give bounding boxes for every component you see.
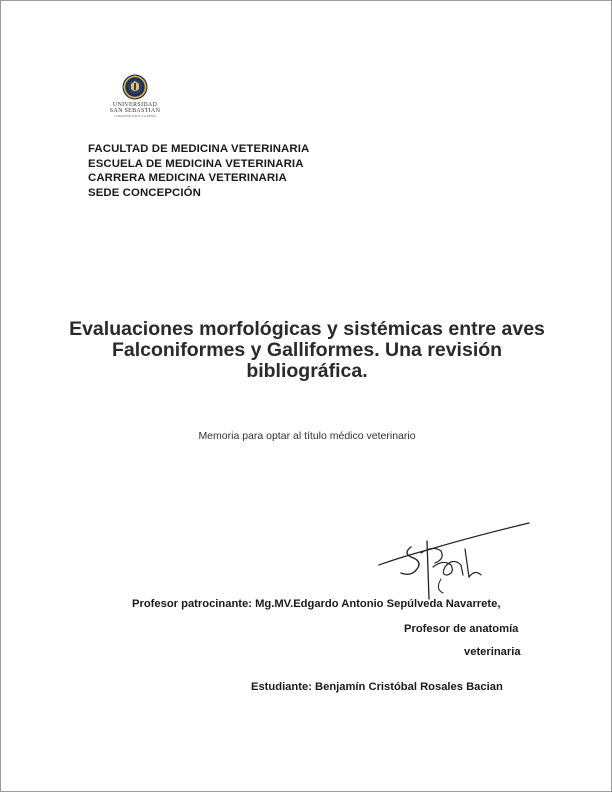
- title-line2: Falconiformes y Galliformes. Una revisión: [111, 339, 503, 361]
- institution-logo-text: [99, 102, 171, 119]
- faculty-header: [88, 142, 309, 200]
- thesis-subtitle: Memoria para optar al título médico veterinario: [198, 430, 416, 442]
- school-line: ESCUELA DE MEDICINA VETERINARIA: [88, 157, 304, 170]
- title-line1: Evaluaciones morfológicas y sistémicas entre aves: [69, 318, 545, 340]
- institution-name-line2: SAN SEBASTIÁN: [109, 108, 161, 114]
- handwritten-signature-icon: [371, 519, 536, 601]
- student-line: Estudiante: Benjamín Cristóbal Rosales Bacian: [251, 681, 503, 693]
- advisor-role-line: Profesor de anatomía: [404, 623, 519, 635]
- advisor-department-line: veterinaria: [464, 646, 521, 658]
- title-line3: bibliográfica.: [246, 360, 368, 382]
- institution-tagline: CONOCER VALE LA PENA: [114, 114, 156, 118]
- institution-name-line1: UNIVERSIDAD: [112, 102, 158, 108]
- advisor-line: Profesor patrocinante: Mg.MV.Edgardo Antonio Sepúlveda Navarrete,: [132, 598, 501, 610]
- thesis-title: [61, 319, 553, 382]
- faculty-line: FACULTAD DE MEDICINA VETERINARIA: [88, 143, 310, 155]
- campus-line: SEDE CONCEPCIÓN: [88, 186, 201, 199]
- career-line: CARRERA MEDICINA VETERINARIA: [88, 172, 287, 184]
